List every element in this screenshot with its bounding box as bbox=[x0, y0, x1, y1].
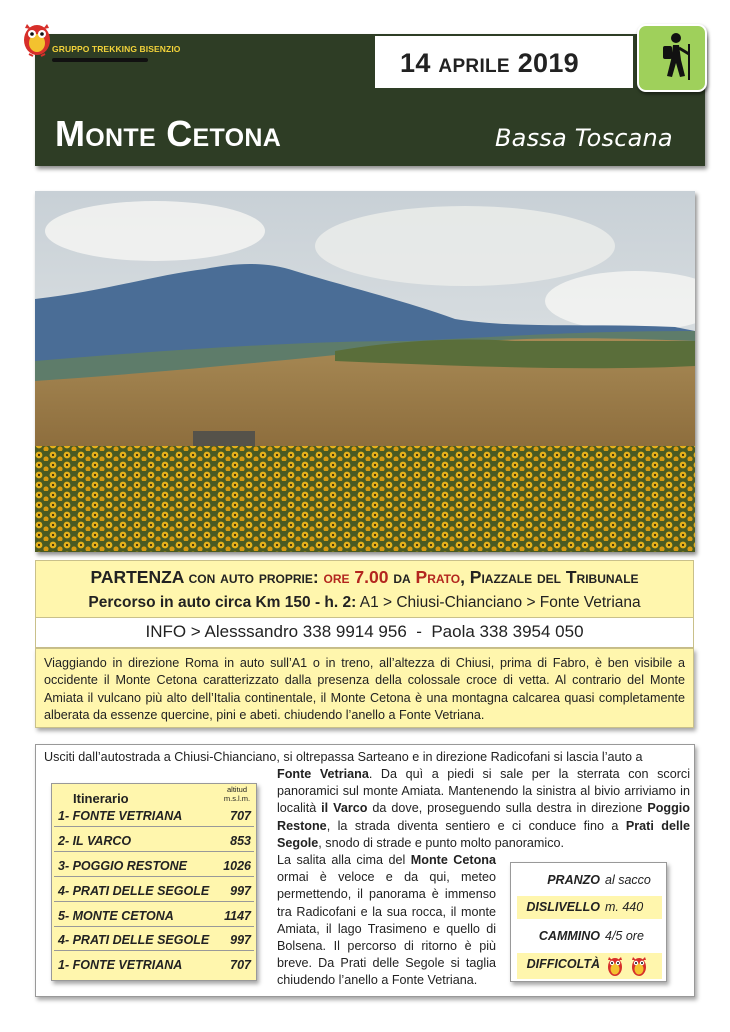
departure-city: Prato bbox=[415, 567, 461, 587]
fact-label: CAMMINO bbox=[538, 929, 600, 943]
group-name: GRUPPO TREKKING BISENZIO bbox=[52, 44, 181, 54]
fact-label: DIFFICOLTÀ bbox=[526, 957, 600, 971]
hiker-icon bbox=[639, 26, 705, 90]
description-text: , la strada diventa sentiero e ci conduce fino a bbox=[326, 818, 626, 833]
facts-box bbox=[510, 862, 667, 982]
description-paragraph bbox=[277, 766, 690, 852]
difficulty-rating bbox=[605, 954, 653, 981]
page-title: Monte Cetona bbox=[55, 113, 282, 154]
stop-name: 1- FONTE VETRIANA bbox=[58, 958, 183, 972]
stop-name: 2- IL VARCO bbox=[58, 834, 132, 848]
stop-name: 5- MONTE CETONA bbox=[58, 909, 174, 923]
departure-place: , Piazzale del Tribunale bbox=[460, 567, 639, 587]
stop-altitude: 853 bbox=[230, 834, 251, 848]
departure-from: da bbox=[388, 567, 416, 587]
itinerary-row bbox=[54, 930, 254, 951]
place-fonte-vetriana: Fonte Vetriana bbox=[277, 767, 369, 781]
fact-label: PRANZO bbox=[547, 873, 600, 887]
stop-altitude: 707 bbox=[230, 958, 251, 972]
altitude-header-unit: m.s.l.m. bbox=[223, 794, 251, 803]
itinerary-table bbox=[51, 783, 257, 981]
place-il-varco: il Varco bbox=[321, 801, 368, 816]
altitude-header-line: altitud bbox=[226, 785, 247, 794]
fact-row-elevation bbox=[517, 896, 662, 919]
stop-name: 3- POGGIO RESTONE bbox=[58, 859, 187, 873]
description-paragraph-2 bbox=[277, 852, 496, 990]
fact-value: al sacco bbox=[605, 873, 651, 887]
fact-row-lunch bbox=[517, 869, 662, 892]
stop-name: 4- PRATI DELLE SEGOLE bbox=[58, 933, 210, 947]
intro-paragraph: Viaggiando in direzione Roma in auto sull’A1 o in treno, all’altezza di Chiusi, prima di Fabro, è ben visibile a occidente il Monte Cetona caratterizzato dalla presenza della colossale croce di vetta. Al contrario del Monte Amiata il vulcano più alto dell’Italia continentale, il Monte Cetona è una montagna calcarea quasi completamente alberata da essenze quercine, pini e abeti. chiudendo l’anello a Fonte Vetriana. bbox=[35, 648, 694, 728]
place-monte-cetona: Monte Cetona bbox=[410, 853, 496, 867]
stop-altitude: 707 bbox=[230, 809, 251, 823]
owl-icon bbox=[629, 954, 649, 978]
stop-altitude: 1147 bbox=[224, 909, 251, 923]
brush-underline bbox=[52, 58, 148, 62]
itinerary-row bbox=[54, 955, 254, 976]
description-text: ormai è veloce e da qui, meteo permettendo, il panorama è immenso tra Radicofani e la sua rocca, il monte Amiata, il lago Trasimeno e quello di Bolsena. Il percorso di ritorno è più breve. Da Prati delle Segole si taglia chiudendo l’anello a Fonte Vetriana. bbox=[277, 870, 496, 988]
departure-label: PARTENZA bbox=[90, 567, 184, 587]
itinerary-row bbox=[54, 906, 254, 927]
fact-value: m. 440 bbox=[605, 900, 644, 914]
page-subtitle: Bassa Toscana bbox=[495, 124, 673, 152]
owl-icon bbox=[605, 954, 625, 978]
stop-altitude: 997 bbox=[230, 933, 251, 947]
fact-value: 4/5 ore bbox=[605, 929, 644, 943]
route-distance: Percorso in auto circa Km 150 - h. 2: bbox=[88, 594, 357, 611]
fact-row-difficulty bbox=[517, 953, 662, 979]
description-text: , snodo di strade e punto molto panoramico. bbox=[318, 835, 565, 850]
hike-badge bbox=[637, 24, 707, 92]
description-text: La salita alla cima del bbox=[277, 853, 411, 867]
fact-row-walk bbox=[517, 925, 662, 948]
departure-mode: con auto proprie: bbox=[183, 567, 324, 587]
stop-altitude: 997 bbox=[230, 884, 251, 898]
place-poggio-restone: Poggio Restone bbox=[277, 801, 690, 833]
departure-time: ore 7.00 bbox=[323, 567, 389, 587]
departure-line bbox=[36, 567, 693, 588]
itinerary-row bbox=[54, 806, 254, 827]
itinerary-row bbox=[54, 856, 254, 877]
landscape-illustration bbox=[35, 191, 695, 552]
itinerary-header: Itinerario bbox=[73, 791, 129, 806]
event-date: 14 aprile 2019 bbox=[400, 48, 579, 78]
description-text: . Da quì a piedi si sale per la sterrata con scorci panoramici sul monte Amiata. Mantenendo la sinistra al bivio arriviamo in località bbox=[277, 767, 690, 816]
description-text: da dove, proseguendo sulla destra in direzione bbox=[367, 801, 648, 816]
description-first-line: Usciti dall’autostrada a Chiusi-Chianciano, si oltrepassa Sarteano e in direzione Radicofani si lascia l’auto a bbox=[44, 750, 643, 764]
stop-name: 1- FONTE VETRIANA bbox=[58, 809, 183, 823]
stop-altitude: 1026 bbox=[223, 859, 251, 873]
landscape-photo bbox=[35, 191, 695, 552]
departure-box bbox=[35, 560, 694, 618]
contact-info: INFO > Alesssandro 338 9914 956 - Paola 338 3954 050 bbox=[35, 618, 694, 648]
route-line bbox=[36, 594, 693, 612]
fact-label: DISLIVELLO bbox=[526, 900, 600, 914]
route-path: A1 > Chiusi-Chianciano > Fonte Vetriana bbox=[356, 594, 641, 611]
altitude-header bbox=[220, 785, 254, 803]
place-prati-delle-segole: Prati delle Segole bbox=[277, 818, 690, 850]
stop-name: 4- PRATI DELLE SEGOLE bbox=[58, 884, 210, 898]
itinerary-row bbox=[54, 831, 254, 852]
itinerary-row bbox=[54, 881, 254, 902]
